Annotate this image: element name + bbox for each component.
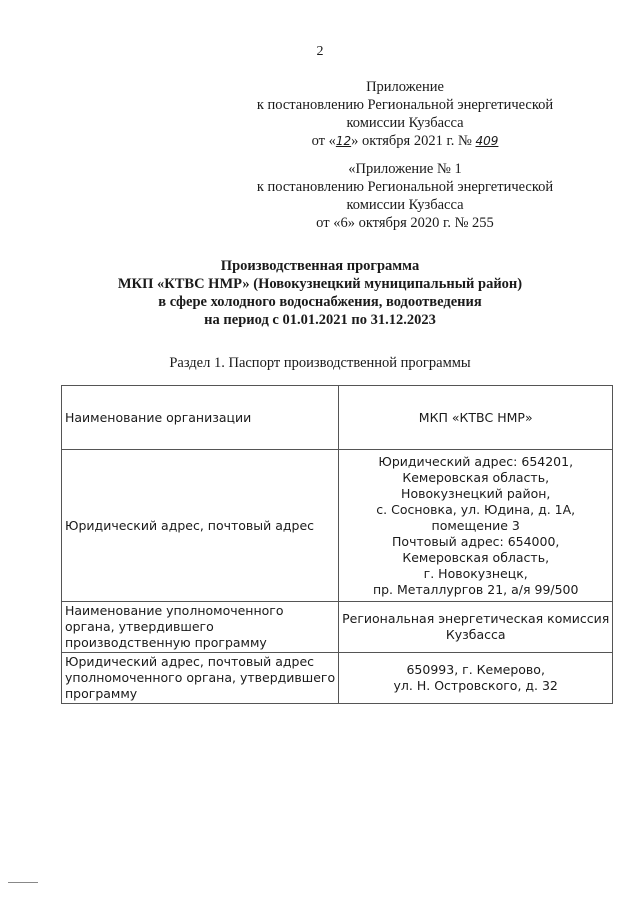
table-label-cell [62,653,339,704]
table-value-text: с. Сосновка, ул. Юдина, д. 1А, [376,501,576,517]
title-line-4: на период с 01.01.2021 по 31.12.2023 [204,312,436,328]
table-value-text: пр. Металлургов 21, а/я 99/500 [372,581,579,597]
title-line-1: Производственная программа [220,258,420,274]
table-value-text: г. Новокузнецк, [423,565,528,581]
table-value-text: Кузбасса [445,627,506,642]
original-date-line: от «6» октября 2020 г. № 255 [316,215,494,231]
passport-table [61,385,613,704]
footer-divider [8,882,38,883]
table-value-cell [339,386,613,450]
appendix-current [225,78,585,150]
table-row [62,450,613,602]
table-value-text: Региональная энергетическая комиссия [342,611,610,626]
table-label-text: Наименование организации [65,409,252,425]
table-value-text: Кемеровская область, [402,549,550,565]
title-line-3: в сфере холодного водоснабжения, водоотведения [158,294,482,310]
table-value-text: помещение 3 [431,517,520,533]
appendix-original [225,160,585,232]
table-label-text: Юридический адрес, почтовый адрес [65,654,315,669]
table-value-text: Кемеровская область, [402,469,550,485]
table-value-text: ул. Н. Островского, д. 32 [393,678,558,693]
handwritten-day: 12 [335,134,352,148]
table-value-cell [339,653,613,704]
table-label-text: программу [65,686,138,701]
table-label-text: уполномоченного органа, утвердившего [65,670,336,685]
table-value-text: 650993, г. Кемерово, [406,662,545,677]
date-middle: » октября 2021 г. № [351,133,472,149]
date-prefix: от « [311,133,336,149]
table-label-text: органа, утвердившего [65,619,214,634]
table-value-cell [339,602,613,653]
table-value-text: Почтовый адрес: 654000, [392,533,560,549]
table-label-cell [62,386,339,450]
table-label-text: производственную программу [65,635,267,650]
document-title [0,257,640,329]
table-row [62,386,613,450]
table-label-text: Наименование уполномоченного [65,603,284,618]
appendix-date-line [225,132,585,150]
handwritten-number: 409 [475,134,499,148]
title-line-2: МКП «КТВС НМР» (Новокузнецкий муниципальный район) [117,276,523,292]
original-resolution-line: к постановлению Региональной энергетической [256,179,554,195]
table-row [62,602,613,653]
original-appendix-title: «Приложение № 1 [348,161,462,177]
table-value-cell [339,450,613,602]
table-value-text: Юридический адрес: 654201, [378,453,574,469]
table-value-text: Новокузнецкий район, [401,485,551,501]
appendix-resolution-line: к постановлению Региональной энергетической [256,97,554,113]
table-label-cell [62,602,339,653]
page-number: 2 [316,44,324,59]
table-label-text: Юридический адрес, почтовый адрес [65,517,315,533]
appendix-commission-line: комиссии Кузбасса [346,115,464,131]
section-heading: Раздел 1. Паспорт производственной программы [169,355,471,371]
original-commission-line: комиссии Кузбасса [346,197,464,213]
appendix-title: Приложение [366,79,444,95]
table-row [62,653,613,704]
table-label-cell [62,450,339,602]
table-value-text: МКП «КТВС НМР» [418,409,533,425]
